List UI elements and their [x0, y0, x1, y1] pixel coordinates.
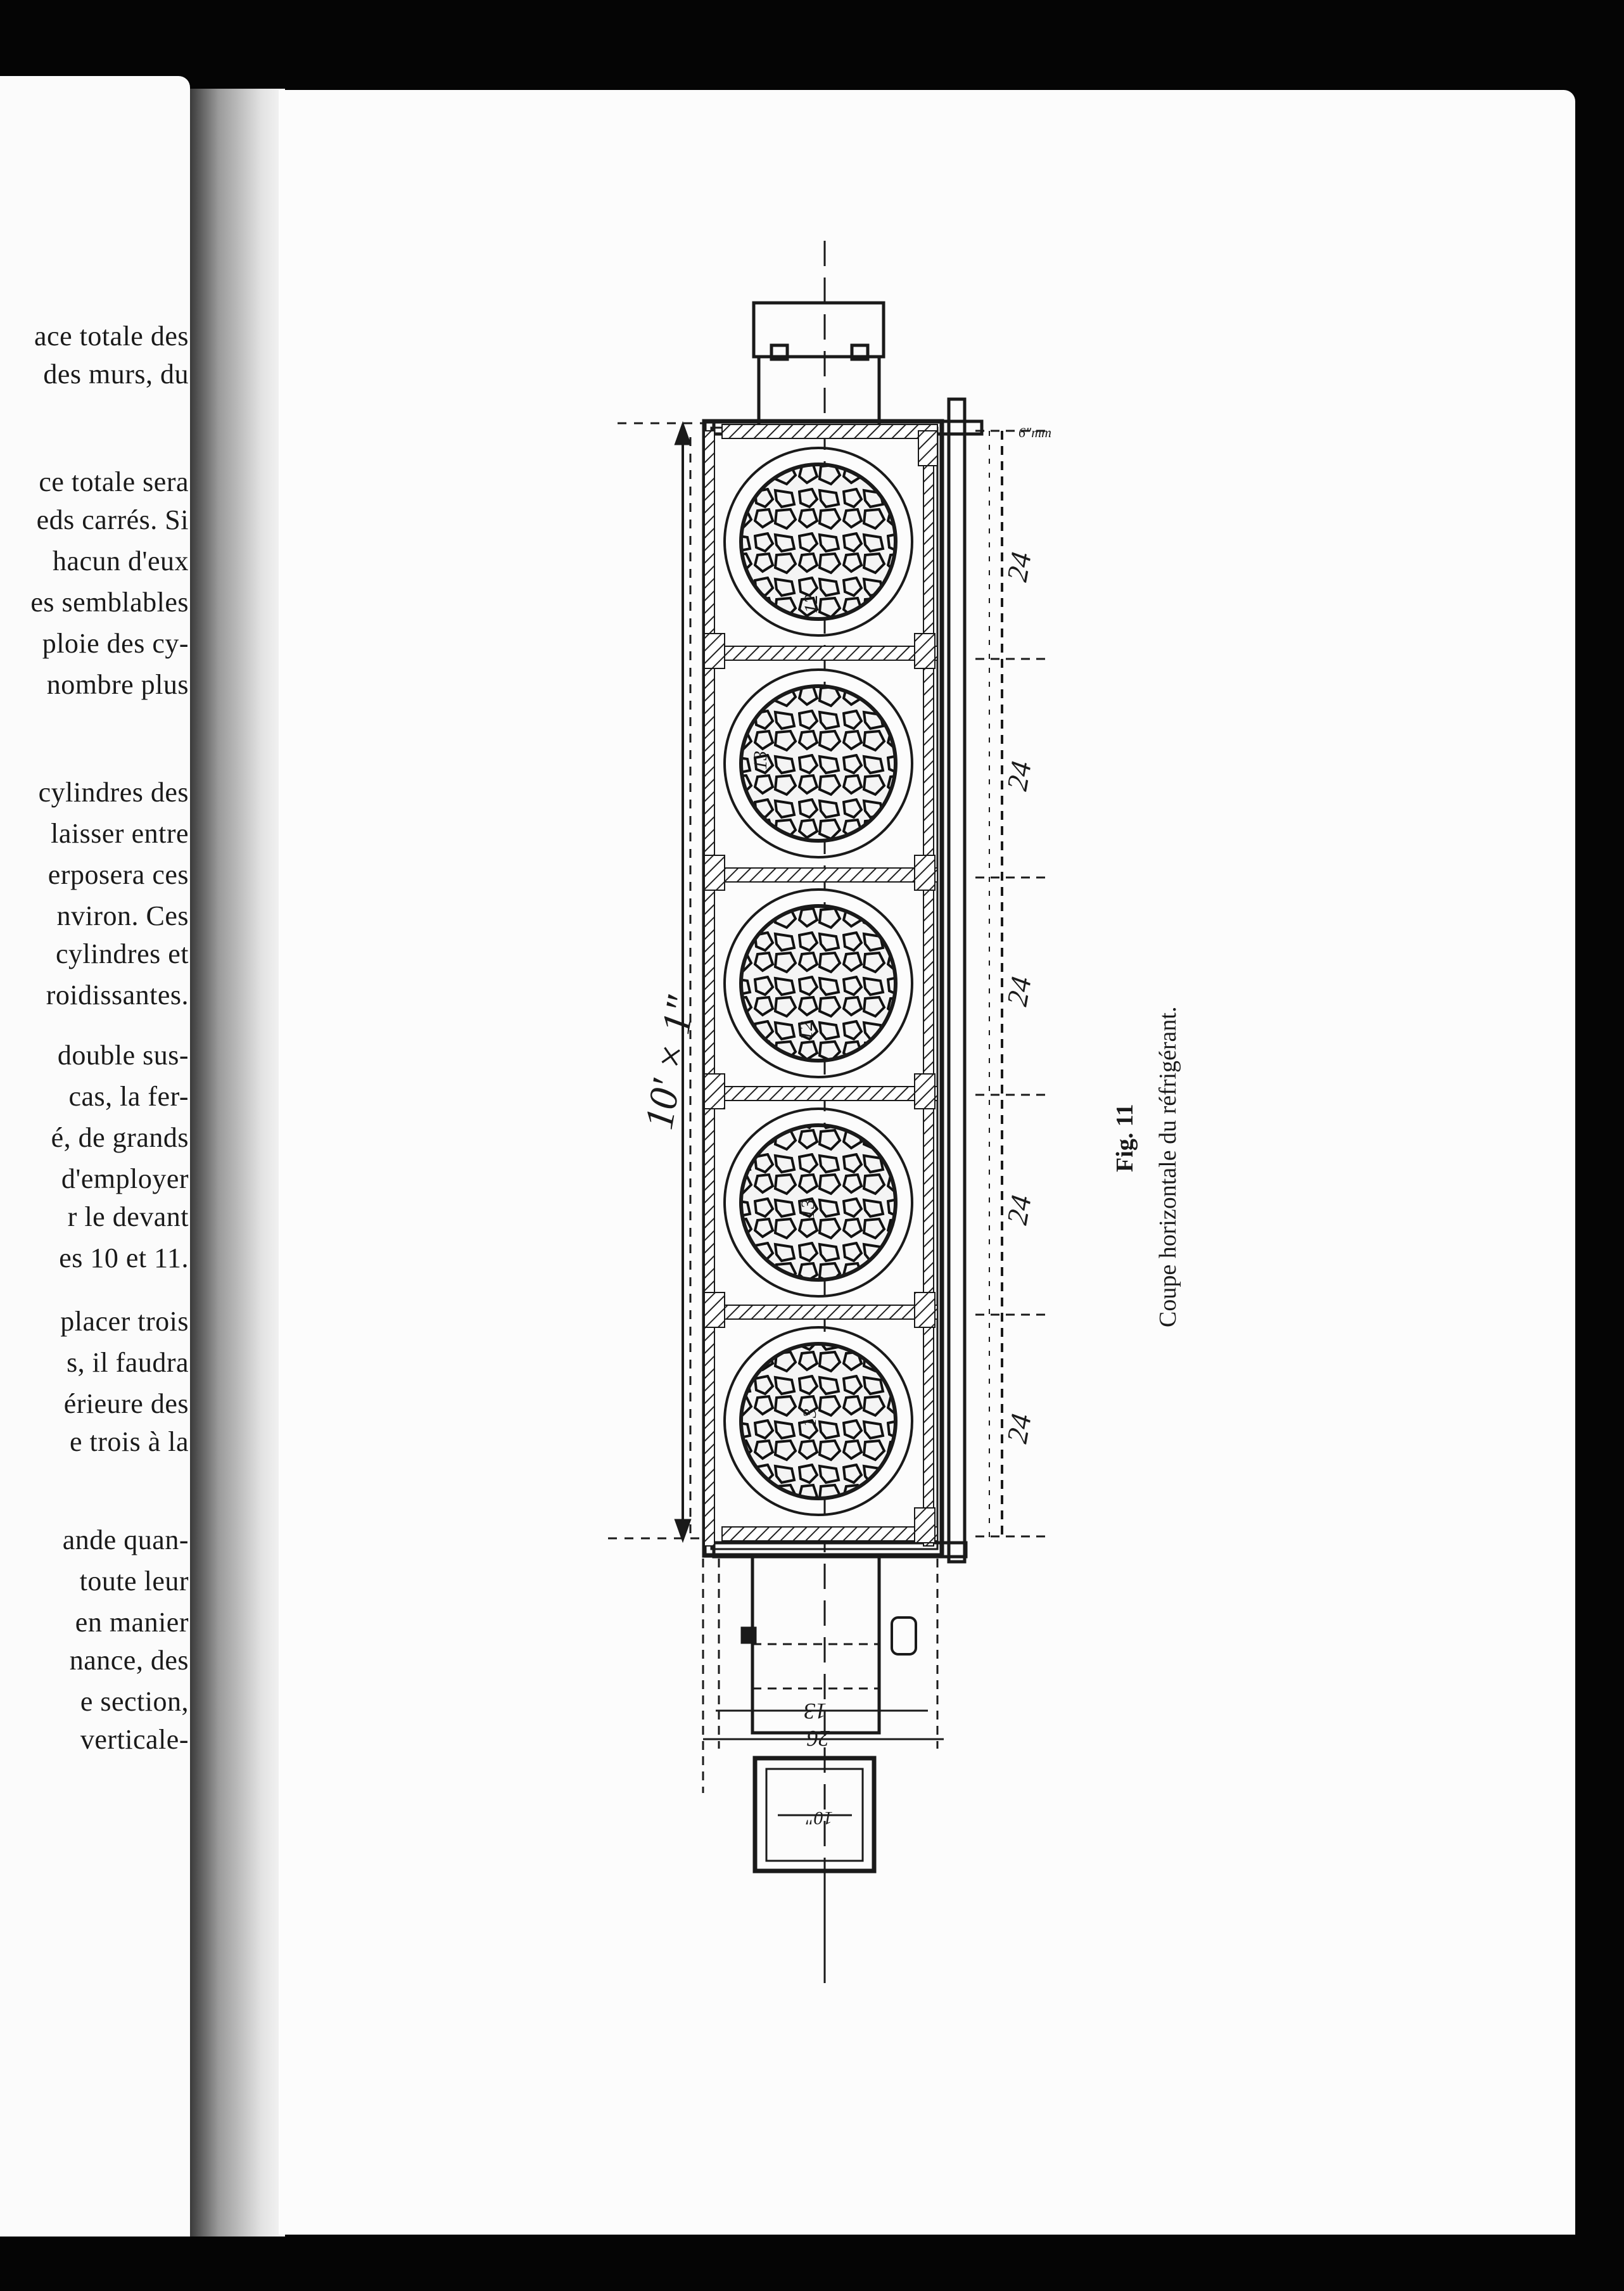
left-page-text-line: es 10 et 11.	[59, 1242, 189, 1273]
left-page-text-line: nombre plus	[46, 669, 189, 700]
bay-dimension-2: 24	[1000, 758, 1037, 793]
cylinder-4	[725, 1109, 912, 1296]
left-page-text-line: ande quan-	[62, 1524, 189, 1555]
left-page-text-line: ace totale des	[34, 321, 189, 352]
cylinder-number-5: 13	[799, 1408, 820, 1427]
left-page-text-line: e trois à la	[69, 1426, 189, 1457]
left-page-text-line: ce totale sera	[39, 466, 189, 497]
left-page-text-line: e section,	[80, 1686, 189, 1717]
left-page-text-line: erposera ces	[48, 859, 189, 890]
bay-dimension-3: 24	[1000, 974, 1037, 1009]
left-page-text-line: ploie des cy-	[42, 628, 189, 659]
left-page-text-line: en manier	[75, 1607, 189, 1638]
overall-dimension-label: 10' × 1"	[635, 992, 704, 1133]
left-page-text-line: es semblables	[30, 587, 189, 618]
left-page-text-line: cylindres des	[38, 777, 189, 808]
left-page-text-line: é, de grands	[51, 1122, 189, 1153]
left-page-text-line: eds carrés. Si	[36, 504, 189, 535]
left-page-text-line: nance, des	[69, 1645, 189, 1676]
left-page-text-line: toute leur	[79, 1566, 189, 1597]
bottom-dimension-2: 26	[807, 1726, 830, 1751]
left-page-text-line: hacun d'eux	[52, 546, 189, 577]
bay-dimension-1: 24	[1000, 549, 1037, 584]
left-page-text-line: d'employer	[61, 1163, 189, 1194]
cylinder-number-1: 12	[801, 594, 822, 613]
left-page-text-line: laisser entre	[51, 818, 189, 849]
figure-caption: Coupe horizontale du réfrigérant.	[1155, 1006, 1181, 1327]
small-box-dimension: 10"	[806, 1808, 833, 1828]
left-page-text-line: cas, la fer-	[68, 1081, 189, 1112]
bay-dimension-5: 24	[1000, 1411, 1037, 1446]
cylinder-number-3: 12	[796, 1021, 816, 1040]
left-page-text-line: érieure des	[63, 1388, 189, 1419]
bay-dimension-4: 24	[1000, 1192, 1037, 1227]
cylinder-number-4: 13	[797, 1199, 818, 1218]
left-page-text-line: roidissantes.	[46, 980, 189, 1011]
left-page-text-line: r le devant	[67, 1201, 189, 1232]
left-page-text-line: placer trois	[60, 1306, 189, 1337]
cylinder-3	[725, 890, 912, 1077]
inlet-box	[754, 303, 884, 357]
left-page-text-line: cylindres et	[55, 938, 189, 969]
cylinder-number-2: 13	[750, 751, 771, 770]
left-page-text-line: verticale-	[80, 1724, 189, 1755]
left-page-text-line: des murs, du	[43, 359, 189, 390]
bottom-dimension-1: 13	[804, 1699, 827, 1724]
left-page-text-line: double sus-	[57, 1040, 189, 1071]
left-page-text-line: nviron. Ces	[56, 900, 189, 931]
figure-label: Fig. 11	[1112, 1104, 1138, 1172]
top-note: 6"mm	[1018, 424, 1052, 440]
left-page-text-line: s, il faudra	[67, 1347, 189, 1378]
